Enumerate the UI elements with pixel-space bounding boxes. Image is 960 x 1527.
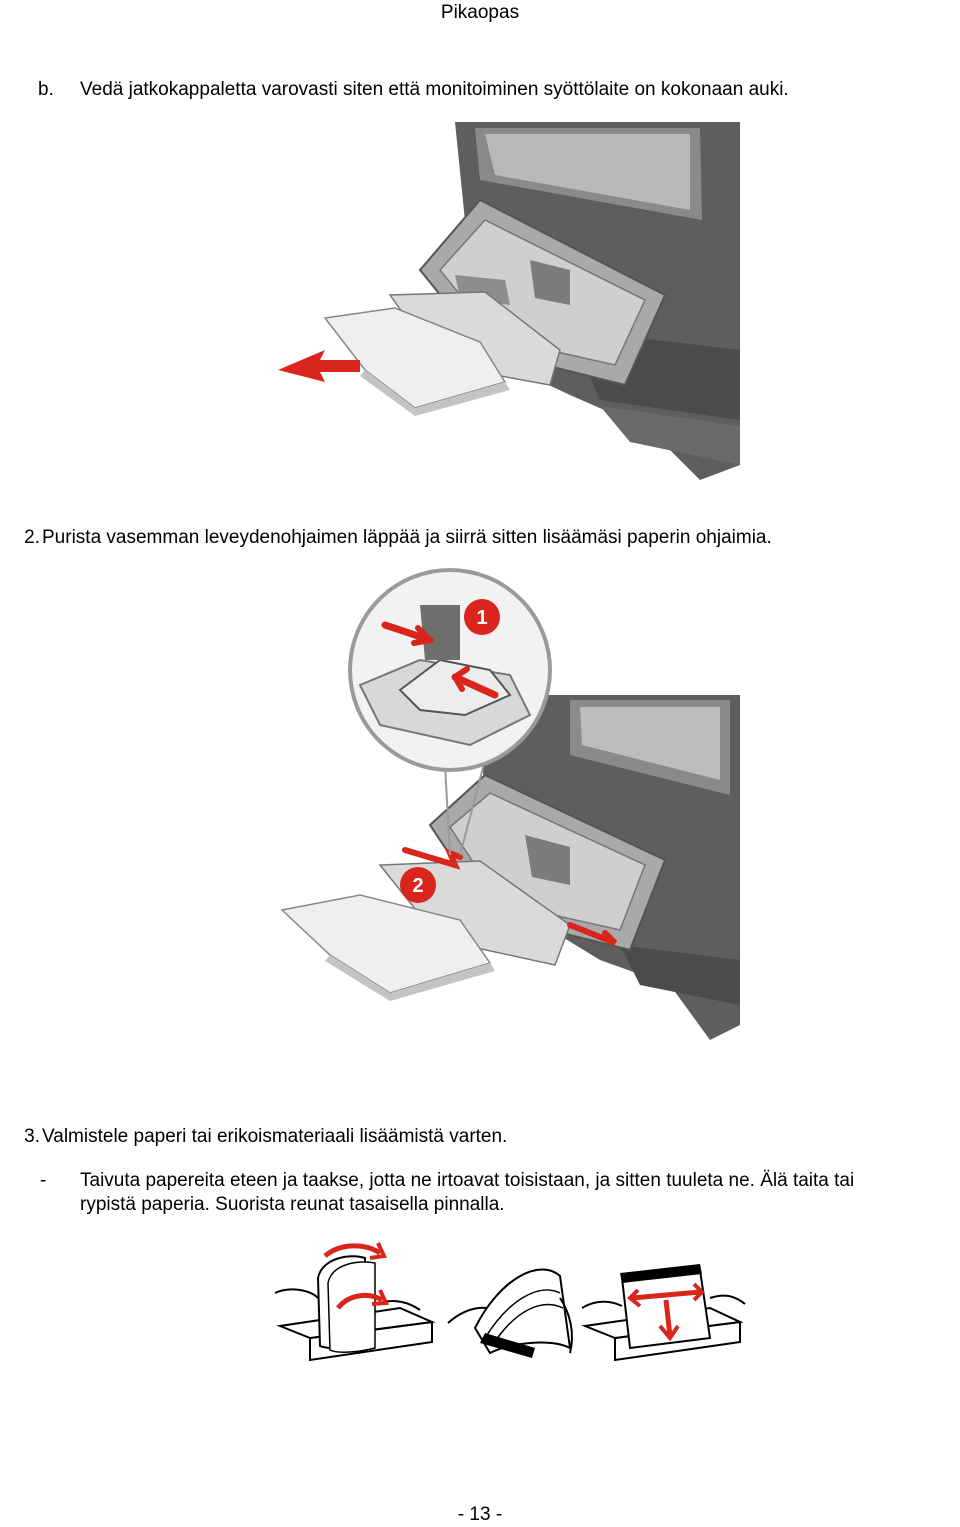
fan-stack-illustration — [448, 1269, 572, 1358]
figure-width-guides — [270, 565, 750, 1095]
align-stack-illustration — [582, 1264, 745, 1360]
bullet-item — [40, 1169, 854, 1193]
figure-paper-flex — [270, 1238, 750, 1398]
step-2-marker: 2. — [24, 527, 40, 548]
step-b-text: Vedä jatkokappaletta varovasti siten että monitoiminen syöttölaite on kokonaan auki. — [80, 79, 789, 100]
bullet-line-2: rypistä paperia. Suorista reunat tasaisella pinnalla. — [80, 1194, 505, 1215]
step-3 — [0, 1125, 507, 1149]
figure-tray-extension — [270, 120, 750, 490]
callout-2: 2 — [412, 875, 424, 897]
page-header-title: Pikaopas — [440, 2, 520, 23]
flex-stack-illustration — [275, 1243, 432, 1360]
page-number: - 13 - — [457, 1504, 503, 1525]
step-3-text: Valmistele paperi tai erikoismateriaali lisäämistä varten. — [42, 1126, 508, 1147]
bullet-line-1: Taivuta papereita eteen ja taakse, jotta ne irtoavat toisistaan, ja sitten tuuleta ne. Älä taita tai — [80, 1170, 855, 1191]
step-b — [38, 78, 789, 102]
step-3-marker: 3. — [24, 1126, 40, 1147]
callout-1: 1 — [476, 607, 488, 629]
step-2 — [0, 526, 772, 550]
bullet-marker: - — [40, 1170, 47, 1191]
step-b-marker: b. — [38, 79, 54, 100]
step-2-text: Purista vasemman leveydenohjaimen läppää ja siirrä sitten lisäämäsi paperin ohjaimia. — [42, 527, 772, 548]
